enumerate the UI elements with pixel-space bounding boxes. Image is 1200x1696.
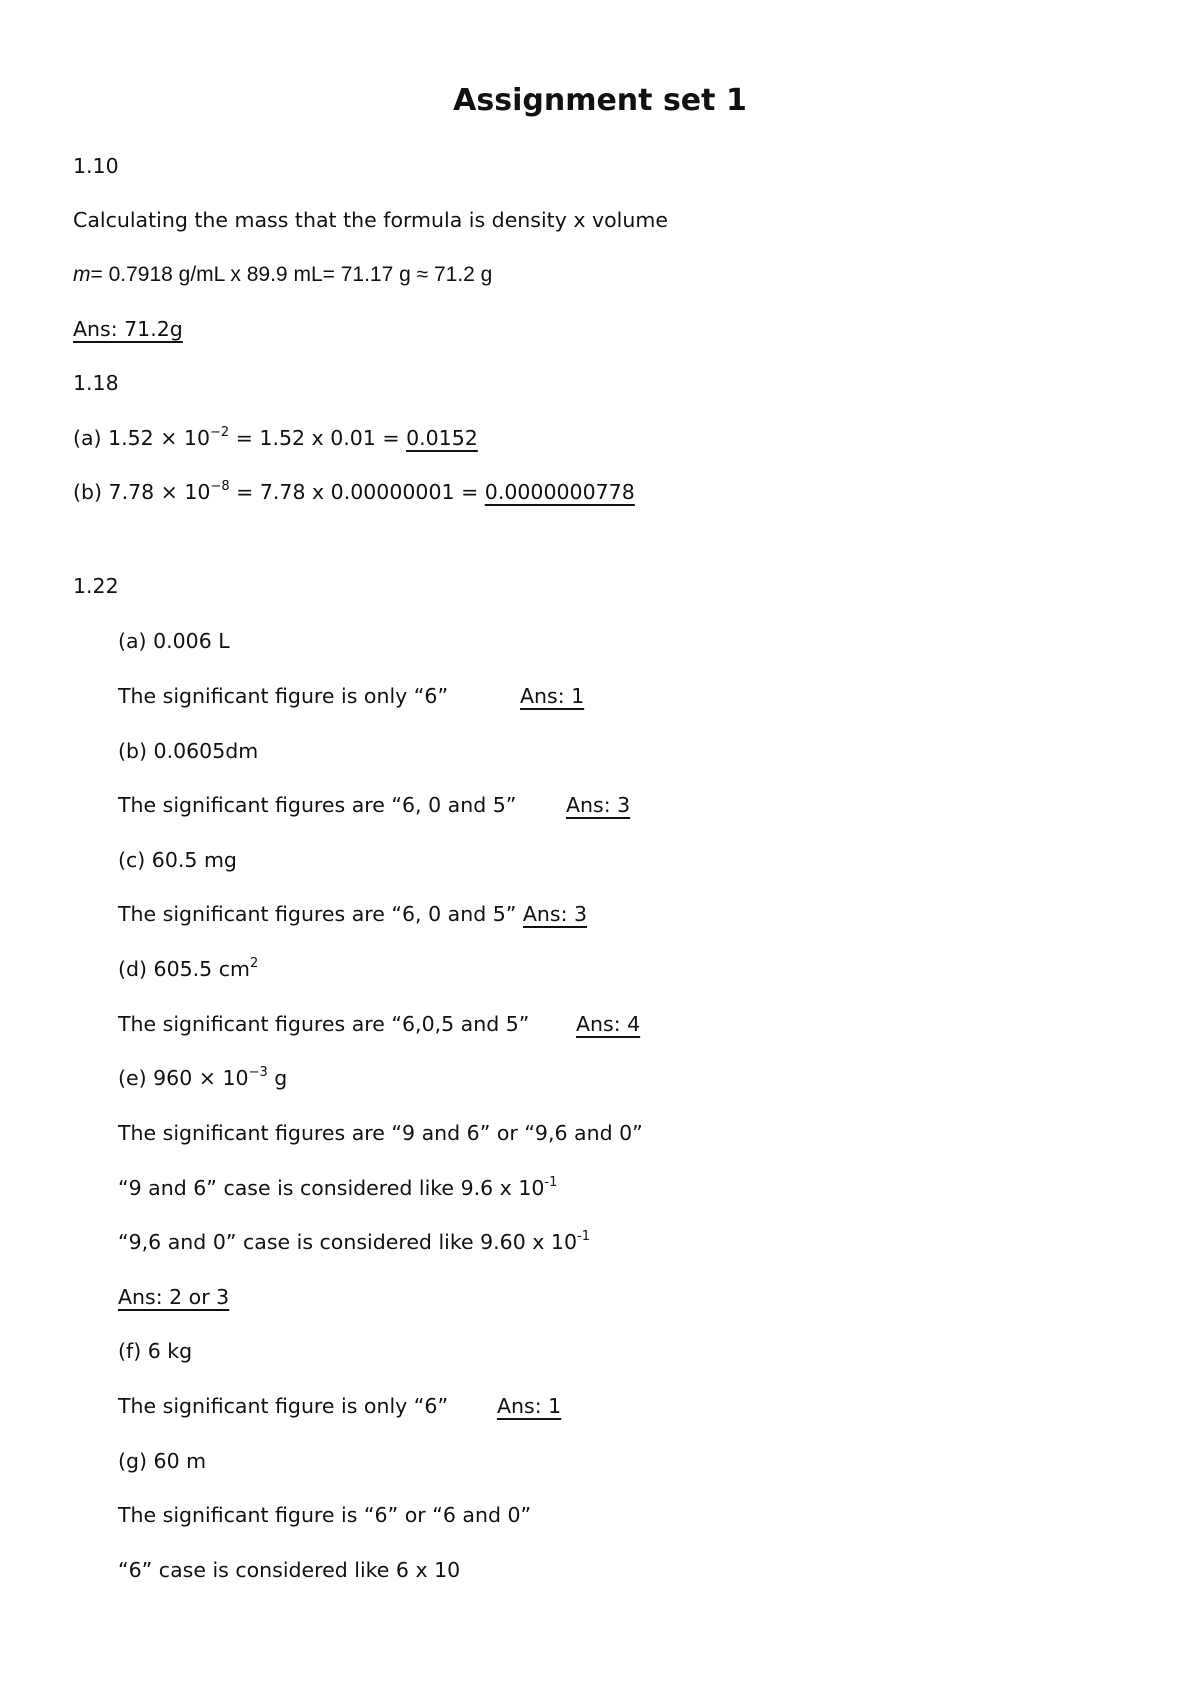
part-e-exponent: −3 (248, 1065, 268, 1080)
problem-number-1-18: 1.18 (73, 371, 119, 395)
part-g-explanation: The significant figure is “6” or “6 and 0” (118, 1503, 532, 1527)
part-f-answer: Ans: 1 (497, 1394, 562, 1418)
part-c-answer: Ans: 3 (522, 902, 588, 926)
page-title: Assignment set 1 (453, 83, 747, 118)
case-1-exponent: -1 (544, 1175, 558, 1190)
part-b-expression: (b) 7.78 × 10 (73, 480, 211, 504)
part-b-answer: 0.0000000778 (484, 480, 635, 504)
problem-number-1-10: 1.10 (73, 154, 119, 178)
part-b-answer: Ans: 3 (566, 793, 631, 817)
part-b-question: (b) 0.0605dm (118, 739, 259, 763)
part-e-answer: Ans: 2 or 3 (118, 1285, 230, 1309)
problem-1-10-answer: Ans: 71.2g (73, 317, 183, 341)
part-a-expansion: = 1.52 x 0.01 = (229, 426, 407, 450)
problem-1-18-part-b (73, 479, 635, 504)
problem-1-18-part-a (73, 425, 478, 450)
case-2-text: “9,6 and 0” case is considered like 9.60 x 10 (118, 1230, 578, 1254)
part-e-unit: g (267, 1066, 288, 1090)
part-e-explanation: The significant figures are “9 and 6” or “9,6 and 0” (118, 1121, 643, 1145)
part-b-exponent: −8 (210, 479, 230, 494)
problem-number-1-22: 1.22 (73, 574, 119, 598)
part-b-explanation: The significant figures are “6, 0 and 5” (118, 793, 517, 817)
part-c-question: (c) 60.5 mg (118, 848, 237, 872)
equation-body: = 0.7918 g/mL x 89.9 mL= 71.17 g ≈ 71.2 g (90, 263, 493, 286)
part-c-text: The significant figures are “6, 0 and 5” (118, 902, 523, 926)
part-c-explanation (118, 904, 587, 925)
part-e-case-1 (118, 1175, 558, 1200)
mass-variable: m (73, 263, 91, 286)
part-g-question: (g) 60 m (118, 1449, 207, 1473)
part-e-value: (e) 960 × 10 (118, 1066, 249, 1090)
part-a-answer: Ans: 1 (520, 684, 585, 708)
part-d-exponent: 2 (249, 956, 259, 971)
part-e-case-2 (118, 1229, 590, 1254)
part-e-question (118, 1065, 288, 1090)
part-b-expansion: = 7.78 x 0.00000001 = (229, 480, 485, 504)
part-a-explanation: The significant figure is only “6” (118, 684, 449, 708)
part-a-answer: 0.0152 (406, 426, 478, 450)
problem-1-10-equation (73, 264, 492, 285)
part-g-case-1: “6” case is considered like 6 x 10 (118, 1558, 461, 1582)
case-1-text: “9 and 6” case is considered like 9.6 x 10 (118, 1176, 545, 1200)
part-a-exponent: −2 (210, 425, 230, 440)
part-d-value: (d) 605.5 cm (118, 957, 250, 981)
part-a-question: (a) 0.006 L (118, 629, 230, 653)
part-d-answer: Ans: 4 (576, 1012, 641, 1036)
part-a-expression: (a) 1.52 × 10 (73, 426, 211, 450)
case-2-exponent: -1 (577, 1229, 590, 1244)
part-f-question: (f) 6 kg (118, 1339, 193, 1363)
problem-1-10-description: Calculating the mass that the formula is density x volume (73, 208, 668, 232)
part-d-explanation: The significant figures are “6,0,5 and 5” (118, 1012, 530, 1036)
part-d-question (118, 956, 259, 981)
part-f-explanation: The significant figure is only “6” (118, 1394, 449, 1418)
